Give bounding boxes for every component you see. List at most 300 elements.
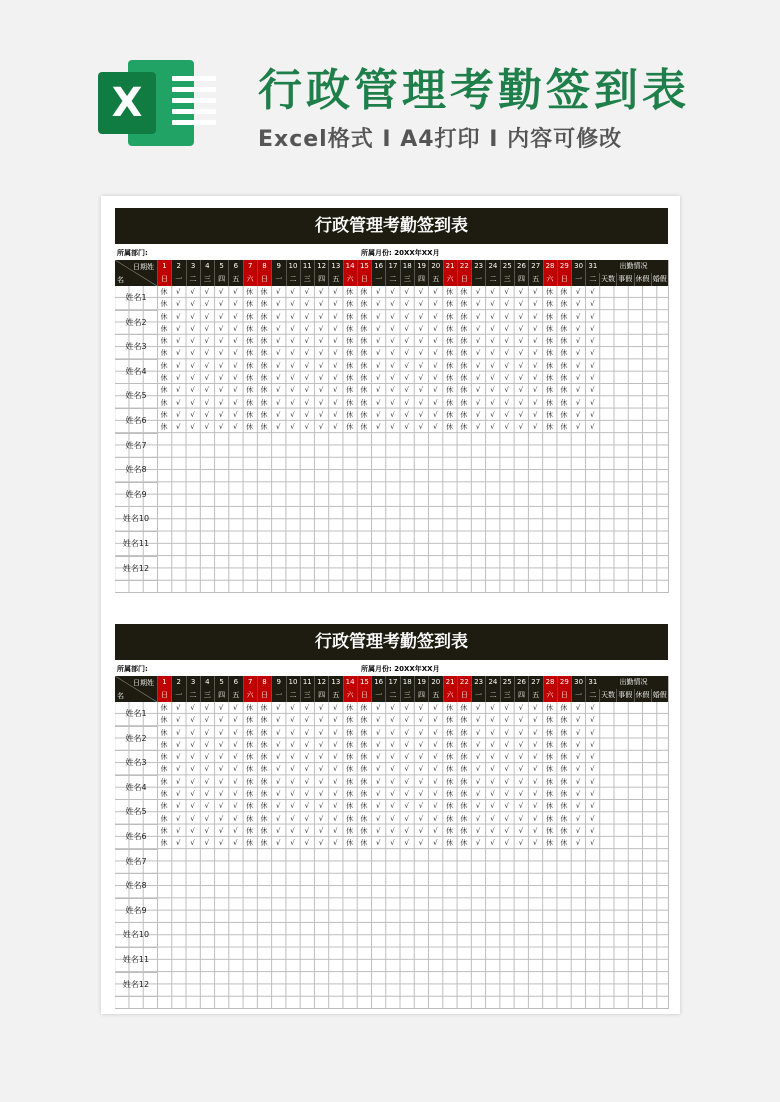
attendance-mark[interactable]: √ (333, 410, 338, 419)
attendance-mark[interactable]: √ (475, 704, 481, 712)
attendance-mark[interactable]: √ (218, 802, 224, 811)
attendance-mark[interactable]: 休 (446, 728, 454, 737)
attendance-mark[interactable]: 休 (246, 790, 254, 799)
attendance-mark[interactable]: √ (490, 312, 495, 321)
attendance-mark[interactable]: √ (333, 826, 338, 835)
attendance-mark[interactable]: √ (418, 361, 424, 370)
attendance-mark[interactable]: √ (404, 777, 409, 786)
attendance-mark[interactable]: √ (190, 324, 195, 333)
attendance-mark[interactable]: √ (533, 790, 538, 799)
attendance-mark[interactable]: 休 (460, 423, 468, 432)
attendance-mark[interactable]: √ (533, 374, 538, 383)
attendance-mark[interactable]: 休 (460, 300, 468, 309)
attendance-mark[interactable]: √ (276, 374, 281, 383)
attendance-mark[interactable]: √ (490, 410, 495, 419)
attendance-mark[interactable]: √ (318, 423, 324, 432)
attendance-mark[interactable]: √ (190, 361, 195, 370)
attendance-mark[interactable]: 休 (160, 765, 168, 774)
attendance-mark[interactable]: √ (475, 312, 481, 321)
attendance-mark[interactable]: √ (418, 337, 424, 346)
attendance-mark[interactable]: √ (290, 386, 295, 395)
attendance-mark[interactable]: √ (190, 826, 195, 835)
attendance-mark[interactable]: √ (218, 790, 224, 799)
attendance-mark[interactable]: √ (490, 753, 495, 762)
attendance-mark[interactable]: √ (518, 716, 524, 725)
attendance-mark[interactable]: √ (418, 398, 424, 407)
attendance-mark[interactable]: 休 (446, 398, 454, 407)
attendance-mark[interactable]: √ (575, 839, 581, 848)
attendance-mark[interactable]: 休 (560, 704, 568, 712)
attendance-mark[interactable]: √ (290, 398, 295, 407)
attendance-mark[interactable]: 休 (446, 704, 454, 712)
attendance-mark[interactable]: 休 (360, 398, 368, 407)
attendance-mark[interactable]: 休 (160, 398, 168, 407)
attendance-mark[interactable]: 休 (360, 814, 368, 823)
attendance-mark[interactable]: √ (518, 423, 524, 432)
attendance-mark[interactable]: √ (504, 790, 509, 799)
attendance-mark[interactable]: √ (490, 790, 495, 799)
attendance-mark[interactable]: 休 (346, 337, 354, 346)
attendance-mark[interactable]: √ (404, 814, 409, 823)
attendance-mark[interactable]: √ (418, 386, 424, 395)
attendance-mark[interactable]: √ (190, 814, 195, 823)
attendance-mark[interactable]: √ (375, 410, 381, 419)
attendance-mark[interactable]: √ (433, 753, 438, 762)
attendance-mark[interactable]: √ (276, 423, 281, 432)
attendance-mark[interactable]: 休 (360, 324, 368, 333)
attendance-mark[interactable]: √ (176, 324, 181, 333)
attendance-mark[interactable]: √ (418, 777, 424, 786)
attendance-mark[interactable]: 休 (446, 374, 454, 383)
attendance-mark[interactable]: √ (375, 337, 381, 346)
attendance-mark[interactable]: √ (575, 740, 581, 749)
attendance-mark[interactable]: √ (433, 349, 438, 358)
attendance-mark[interactable]: 休 (160, 324, 168, 333)
attendance-mark[interactable]: √ (218, 716, 224, 725)
attendance-mark[interactable]: √ (304, 716, 310, 725)
attendance-mark[interactable]: √ (290, 790, 295, 799)
attendance-mark[interactable]: √ (533, 386, 538, 395)
attendance-mark[interactable]: √ (204, 765, 210, 774)
attendance-mark[interactable]: √ (490, 386, 495, 395)
attendance-mark[interactable]: √ (233, 361, 238, 370)
attendance-mark[interactable]: √ (433, 765, 438, 774)
attendance-mark[interactable]: √ (290, 802, 295, 811)
attendance-mark[interactable]: √ (433, 423, 438, 432)
attendance-mark[interactable]: 休 (446, 337, 454, 346)
attendance-mark[interactable]: √ (176, 312, 181, 321)
attendance-mark[interactable]: √ (276, 410, 281, 419)
attendance-mark[interactable]: √ (290, 349, 295, 358)
attendance-mark[interactable]: √ (204, 753, 210, 762)
attendance-mark[interactable]: 休 (246, 777, 254, 786)
attendance-mark[interactable]: √ (533, 704, 538, 712)
attendance-mark[interactable]: 休 (546, 777, 554, 786)
attendance-mark[interactable]: √ (333, 839, 338, 848)
attendance-mark[interactable]: 休 (546, 398, 554, 407)
attendance-mark[interactable]: √ (533, 410, 538, 419)
attendance-mark[interactable]: √ (418, 374, 424, 383)
attendance-mark[interactable]: √ (533, 839, 538, 848)
attendance-mark[interactable]: √ (304, 288, 310, 296)
attendance-mark[interactable]: √ (433, 324, 438, 333)
attendance-mark[interactable]: √ (404, 740, 409, 749)
attendance-mark[interactable]: 休 (460, 802, 468, 811)
attendance-mark[interactable]: √ (590, 753, 595, 762)
attendance-mark[interactable]: √ (276, 300, 281, 309)
attendance-mark[interactable]: 休 (260, 349, 268, 358)
attendance-mark[interactable]: √ (590, 398, 595, 407)
attendance-mark[interactable]: 休 (160, 826, 168, 835)
attendance-mark[interactable]: √ (390, 753, 395, 762)
attendance-mark[interactable]: 休 (160, 777, 168, 786)
attendance-mark[interactable]: √ (475, 398, 481, 407)
attendance-mark[interactable]: √ (404, 728, 409, 737)
attendance-mark[interactable]: 休 (360, 740, 368, 749)
attendance-mark[interactable]: √ (533, 740, 538, 749)
attendance-mark[interactable]: √ (204, 386, 210, 395)
attendance-mark[interactable]: 休 (460, 753, 468, 762)
attendance-mark[interactable]: √ (590, 410, 595, 419)
attendance-mark[interactable]: 休 (260, 300, 268, 309)
attendance-mark[interactable]: √ (218, 740, 224, 749)
attendance-mark[interactable]: √ (204, 777, 210, 786)
attendance-mark[interactable]: 休 (546, 839, 554, 848)
attendance-mark[interactable]: 休 (346, 765, 354, 774)
attendance-mark[interactable]: √ (233, 802, 238, 811)
attendance-mark[interactable]: √ (375, 765, 381, 774)
attendance-mark[interactable]: √ (490, 423, 495, 432)
attendance-mark[interactable]: √ (475, 826, 481, 835)
attendance-mark[interactable]: √ (418, 312, 424, 321)
attendance-mark[interactable]: 休 (346, 716, 354, 725)
attendance-mark[interactable]: √ (575, 349, 581, 358)
attendance-mark[interactable]: √ (190, 765, 195, 774)
attendance-mark[interactable]: √ (304, 814, 310, 823)
attendance-mark[interactable]: 休 (560, 361, 568, 370)
attendance-mark[interactable]: 休 (160, 288, 168, 296)
attendance-mark[interactable]: √ (290, 753, 295, 762)
attendance-mark[interactable]: 休 (546, 826, 554, 835)
attendance-mark[interactable]: √ (318, 312, 324, 321)
attendance-mark[interactable]: √ (590, 765, 595, 774)
attendance-mark[interactable]: √ (375, 704, 381, 712)
attendance-mark[interactable]: 休 (160, 728, 168, 737)
attendance-mark[interactable]: √ (204, 288, 210, 296)
attendance-mark[interactable]: 休 (346, 777, 354, 786)
attendance-mark[interactable]: √ (318, 324, 324, 333)
attendance-mark[interactable]: 休 (246, 410, 254, 419)
attendance-mark[interactable]: √ (590, 337, 595, 346)
attendance-mark[interactable]: √ (375, 361, 381, 370)
attendance-mark[interactable]: √ (333, 740, 338, 749)
attendance-mark[interactable]: √ (575, 777, 581, 786)
attendance-mark[interactable]: √ (204, 704, 210, 712)
attendance-mark[interactable]: √ (490, 839, 495, 848)
attendance-mark[interactable]: √ (375, 312, 381, 321)
attendance-mark[interactable]: √ (190, 777, 195, 786)
attendance-mark[interactable]: √ (475, 777, 481, 786)
attendance-mark[interactable]: 休 (160, 361, 168, 370)
attendance-mark[interactable]: √ (333, 802, 338, 811)
attendance-mark[interactable]: 休 (260, 410, 268, 419)
attendance-mark[interactable]: 休 (360, 765, 368, 774)
attendance-mark[interactable]: 休 (160, 790, 168, 799)
attendance-mark[interactable]: √ (176, 300, 181, 309)
attendance-mark[interactable]: √ (590, 716, 595, 725)
attendance-mark[interactable]: √ (518, 802, 524, 811)
attendance-mark[interactable]: √ (233, 753, 238, 762)
attendance-mark[interactable]: 休 (546, 361, 554, 370)
attendance-mark[interactable]: √ (533, 753, 538, 762)
attendance-mark[interactable]: 休 (546, 814, 554, 823)
attendance-mark[interactable]: √ (333, 300, 338, 309)
attendance-mark[interactable]: √ (318, 765, 324, 774)
attendance-mark[interactable]: √ (504, 716, 509, 725)
attendance-mark[interactable]: √ (590, 802, 595, 811)
attendance-mark[interactable]: √ (518, 826, 524, 835)
attendance-mark[interactable]: √ (404, 398, 409, 407)
attendance-mark[interactable]: √ (504, 349, 509, 358)
attendance-mark[interactable]: 休 (546, 423, 554, 432)
attendance-mark[interactable]: √ (390, 349, 395, 358)
attendance-mark[interactable]: 休 (246, 361, 254, 370)
attendance-mark[interactable]: √ (533, 324, 538, 333)
attendance-mark[interactable]: √ (318, 386, 324, 395)
attendance-mark[interactable]: 休 (446, 349, 454, 358)
attendance-mark[interactable]: 休 (360, 374, 368, 383)
attendance-mark[interactable]: √ (504, 753, 509, 762)
attendance-mark[interactable]: 休 (446, 740, 454, 749)
attendance-mark[interactable]: √ (290, 423, 295, 432)
attendance-mark[interactable]: √ (233, 374, 238, 383)
attendance-mark[interactable]: √ (318, 826, 324, 835)
attendance-mark[interactable]: √ (390, 802, 395, 811)
attendance-mark[interactable]: √ (176, 704, 181, 712)
attendance-mark[interactable]: √ (333, 716, 338, 725)
attendance-mark[interactable]: 休 (360, 312, 368, 321)
attendance-mark[interactable]: √ (490, 740, 495, 749)
attendance-mark[interactable]: √ (504, 288, 509, 296)
attendance-mark[interactable]: √ (390, 288, 395, 296)
attendance-mark[interactable]: √ (304, 324, 310, 333)
attendance-mark[interactable]: √ (590, 826, 595, 835)
attendance-mark[interactable]: √ (504, 312, 509, 321)
attendance-mark[interactable]: 休 (446, 312, 454, 321)
attendance-mark[interactable]: √ (176, 790, 181, 799)
attendance-mark[interactable]: 休 (246, 728, 254, 737)
attendance-mark[interactable]: √ (233, 300, 238, 309)
attendance-mark[interactable]: √ (490, 777, 495, 786)
attendance-mark[interactable]: √ (375, 839, 381, 848)
attendance-mark[interactable]: √ (475, 802, 481, 811)
attendance-mark[interactable]: 休 (346, 361, 354, 370)
attendance-mark[interactable]: √ (176, 386, 181, 395)
attendance-mark[interactable]: √ (518, 728, 524, 737)
attendance-mark[interactable]: √ (233, 777, 238, 786)
attendance-mark[interactable]: √ (218, 324, 224, 333)
attendance-mark[interactable]: √ (390, 324, 395, 333)
attendance-mark[interactable]: 休 (160, 753, 168, 762)
attendance-mark[interactable]: 休 (460, 288, 468, 296)
attendance-mark[interactable]: 休 (546, 740, 554, 749)
attendance-mark[interactable]: √ (290, 740, 295, 749)
attendance-mark[interactable]: √ (218, 410, 224, 419)
attendance-mark[interactable]: √ (176, 288, 181, 296)
attendance-mark[interactable]: √ (418, 839, 424, 848)
attendance-mark[interactable]: 休 (346, 398, 354, 407)
attendance-mark[interactable]: 休 (346, 410, 354, 419)
attendance-mark[interactable]: √ (333, 374, 338, 383)
attendance-mark[interactable]: √ (533, 361, 538, 370)
attendance-mark[interactable]: 休 (560, 349, 568, 358)
attendance-mark[interactable]: 休 (460, 398, 468, 407)
attendance-mark[interactable]: √ (218, 386, 224, 395)
attendance-mark[interactable]: 休 (260, 777, 268, 786)
attendance-mark[interactable]: 休 (360, 790, 368, 799)
attendance-mark[interactable]: 休 (160, 337, 168, 346)
attendance-mark[interactable]: √ (333, 728, 338, 737)
attendance-mark[interactable]: √ (304, 337, 310, 346)
attendance-mark[interactable]: √ (418, 765, 424, 774)
attendance-mark[interactable]: √ (204, 374, 210, 383)
attendance-mark[interactable]: 休 (546, 728, 554, 737)
attendance-mark[interactable]: √ (575, 716, 581, 725)
attendance-mark[interactable]: √ (190, 300, 195, 309)
attendance-mark[interactable]: √ (318, 839, 324, 848)
attendance-mark[interactable]: √ (404, 802, 409, 811)
attendance-mark[interactable]: 休 (460, 361, 468, 370)
attendance-mark[interactable]: √ (404, 423, 409, 432)
attendance-mark[interactable]: √ (418, 324, 424, 333)
attendance-mark[interactable]: √ (418, 826, 424, 835)
attendance-mark[interactable]: 休 (246, 765, 254, 774)
attendance-mark[interactable]: √ (533, 300, 538, 309)
attendance-mark[interactable]: 休 (260, 337, 268, 346)
attendance-mark[interactable]: √ (190, 337, 195, 346)
attendance-mark[interactable]: √ (304, 704, 310, 712)
attendance-mark[interactable]: √ (504, 324, 509, 333)
attendance-mark[interactable]: √ (290, 777, 295, 786)
attendance-mark[interactable]: 休 (346, 386, 354, 395)
attendance-mark[interactable]: √ (276, 288, 281, 296)
attendance-mark[interactable]: √ (190, 288, 195, 296)
attendance-mark[interactable]: √ (390, 777, 395, 786)
attendance-mark[interactable]: √ (318, 814, 324, 823)
attendance-mark[interactable]: √ (533, 814, 538, 823)
attendance-mark[interactable]: √ (533, 765, 538, 774)
attendance-mark[interactable]: 休 (560, 765, 568, 774)
attendance-mark[interactable]: √ (518, 324, 524, 333)
attendance-mark[interactable]: 休 (160, 814, 168, 823)
attendance-mark[interactable]: 休 (246, 324, 254, 333)
attendance-mark[interactable]: √ (218, 704, 224, 712)
attendance-mark[interactable]: √ (290, 728, 295, 737)
attendance-mark[interactable]: √ (218, 839, 224, 848)
attendance-mark[interactable]: √ (590, 288, 595, 296)
attendance-mark[interactable]: √ (575, 386, 581, 395)
attendance-mark[interactable]: √ (233, 312, 238, 321)
attendance-mark[interactable]: √ (490, 288, 495, 296)
attendance-mark[interactable]: 休 (560, 337, 568, 346)
attendance-mark[interactable]: √ (190, 398, 195, 407)
attendance-mark[interactable]: 休 (360, 704, 368, 712)
attendance-mark[interactable]: 休 (346, 753, 354, 762)
attendance-mark[interactable]: 休 (246, 423, 254, 432)
attendance-mark[interactable]: √ (575, 300, 581, 309)
attendance-mark[interactable]: 休 (246, 288, 254, 296)
attendance-mark[interactable]: 休 (260, 312, 268, 321)
attendance-mark[interactable]: √ (333, 753, 338, 762)
attendance-mark[interactable]: √ (475, 324, 481, 333)
attendance-mark[interactable]: √ (176, 337, 181, 346)
attendance-mark[interactable]: √ (404, 790, 409, 799)
attendance-mark[interactable]: √ (304, 777, 310, 786)
attendance-mark[interactable]: √ (575, 814, 581, 823)
attendance-mark[interactable]: √ (518, 300, 524, 309)
attendance-mark[interactable]: √ (233, 716, 238, 725)
attendance-mark[interactable]: √ (333, 398, 338, 407)
attendance-mark[interactable]: 休 (260, 386, 268, 395)
attendance-mark[interactable]: √ (318, 728, 324, 737)
attendance-mark[interactable]: √ (518, 704, 524, 712)
attendance-mark[interactable]: √ (575, 423, 581, 432)
attendance-mark[interactable]: 休 (560, 324, 568, 333)
attendance-mark[interactable]: 休 (346, 300, 354, 309)
attendance-mark[interactable]: √ (233, 349, 238, 358)
attendance-mark[interactable]: √ (475, 790, 481, 799)
attendance-mark[interactable]: √ (475, 728, 481, 737)
attendance-mark[interactable]: 休 (460, 312, 468, 321)
attendance-mark[interactable]: √ (290, 324, 295, 333)
attendance-mark[interactable]: 休 (346, 802, 354, 811)
attendance-mark[interactable]: √ (590, 728, 595, 737)
attendance-mark[interactable]: √ (390, 704, 395, 712)
attendance-mark[interactable]: √ (304, 386, 310, 395)
attendance-mark[interactable]: √ (218, 777, 224, 786)
attendance-mark[interactable]: √ (304, 728, 310, 737)
attendance-mark[interactable]: √ (333, 765, 338, 774)
attendance-mark[interactable]: √ (404, 704, 409, 712)
attendance-mark[interactable]: √ (318, 361, 324, 370)
attendance-mark[interactable]: √ (475, 374, 481, 383)
attendance-mark[interactable]: √ (204, 410, 210, 419)
attendance-mark[interactable]: √ (204, 361, 210, 370)
attendance-mark[interactable]: √ (504, 802, 509, 811)
attendance-mark[interactable]: √ (504, 361, 509, 370)
attendance-mark[interactable]: 休 (246, 753, 254, 762)
attendance-mark[interactable]: 休 (360, 839, 368, 848)
attendance-mark[interactable]: √ (176, 765, 181, 774)
attendance-mark[interactable]: √ (433, 288, 438, 296)
attendance-mark[interactable]: 休 (360, 349, 368, 358)
attendance-mark[interactable]: 休 (446, 288, 454, 296)
attendance-mark[interactable]: √ (233, 288, 238, 296)
attendance-mark[interactable]: √ (518, 398, 524, 407)
attendance-mark[interactable]: √ (504, 740, 509, 749)
attendance-mark[interactable]: √ (290, 704, 295, 712)
attendance-mark[interactable]: √ (333, 349, 338, 358)
attendance-mark[interactable]: √ (575, 410, 581, 419)
attendance-mark[interactable]: √ (375, 423, 381, 432)
attendance-mark[interactable]: 休 (160, 300, 168, 309)
attendance-mark[interactable]: √ (276, 839, 281, 848)
attendance-mark[interactable]: √ (218, 728, 224, 737)
attendance-mark[interactable]: √ (204, 740, 210, 749)
attendance-mark[interactable]: 休 (460, 716, 468, 725)
attendance-mark[interactable]: √ (404, 300, 409, 309)
attendance-mark[interactable]: √ (190, 423, 195, 432)
